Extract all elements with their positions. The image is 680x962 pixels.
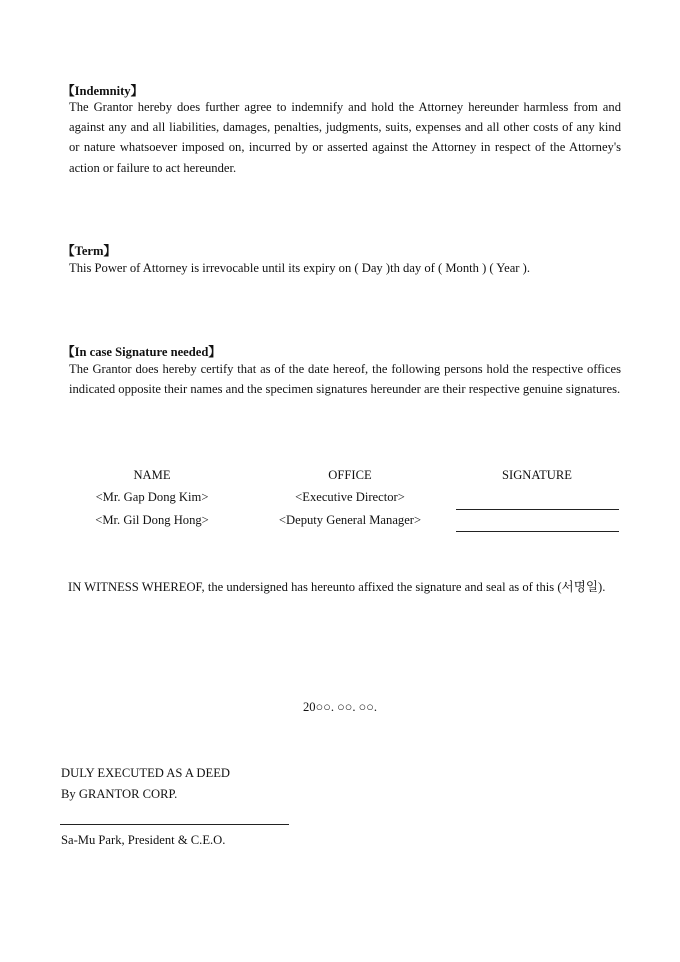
signature-heading: 【In case Signature needed】 [62,345,221,359]
duly-executed: DULY EXECUTED AS A DEED [61,766,230,780]
execution-date: 20○○. ○○. ○○. [303,700,377,714]
header-name: NAME [133,468,171,482]
term-heading: 【Term】 [62,244,117,258]
row-name: <Mr. Gap Dong Kim> [95,490,209,504]
signer-line [60,824,289,825]
term-text: This Power of Attorney is irrevocable until its expiry on ( Day )th day of ( Month ) ( Year ). [69,261,530,275]
signer-name: Sa-Mu Park, President & C.E.O. [61,833,226,847]
header-office: OFFICE [328,468,372,482]
signature-line [456,509,619,510]
signature-text: The Grantor does hereby certify that as of the date hereof, the following persons hold the respective offices indicated opposite their names and the specimen signatures hereunder are their respective genuine signatures. [69,362,621,397]
header-signature: SIGNATURE [502,468,572,482]
indemnity-heading: 【Indemnity】 [62,84,144,98]
row-office: <Deputy General Manager> [278,513,422,527]
indemnity-text: The Grantor hereby does further agree to indemnify and hold the Attorney hereunder harmless from and against any and all liabilities, damages, penalties, judgments, suits, expenses and all other costs of any kind or nature whatsoever imposed on, incurred by or asserted against the Attorney in respect of the Attorney's action or failure to act hereunder. [69,100,621,175]
row-office: <Executive Director> [295,490,405,504]
witness-clause: IN WITNESS WHEREOF, the undersigned has hereunto affixed the signature and seal as of this (서명일). [68,580,606,594]
term-body [69,258,621,278]
row-name: <Mr. Gil Dong Hong> [95,513,209,527]
grantor-corp: By GRANTOR CORP. [61,787,178,801]
signature-line [456,531,619,532]
signature-body [69,359,621,399]
indemnity-body [69,97,621,178]
